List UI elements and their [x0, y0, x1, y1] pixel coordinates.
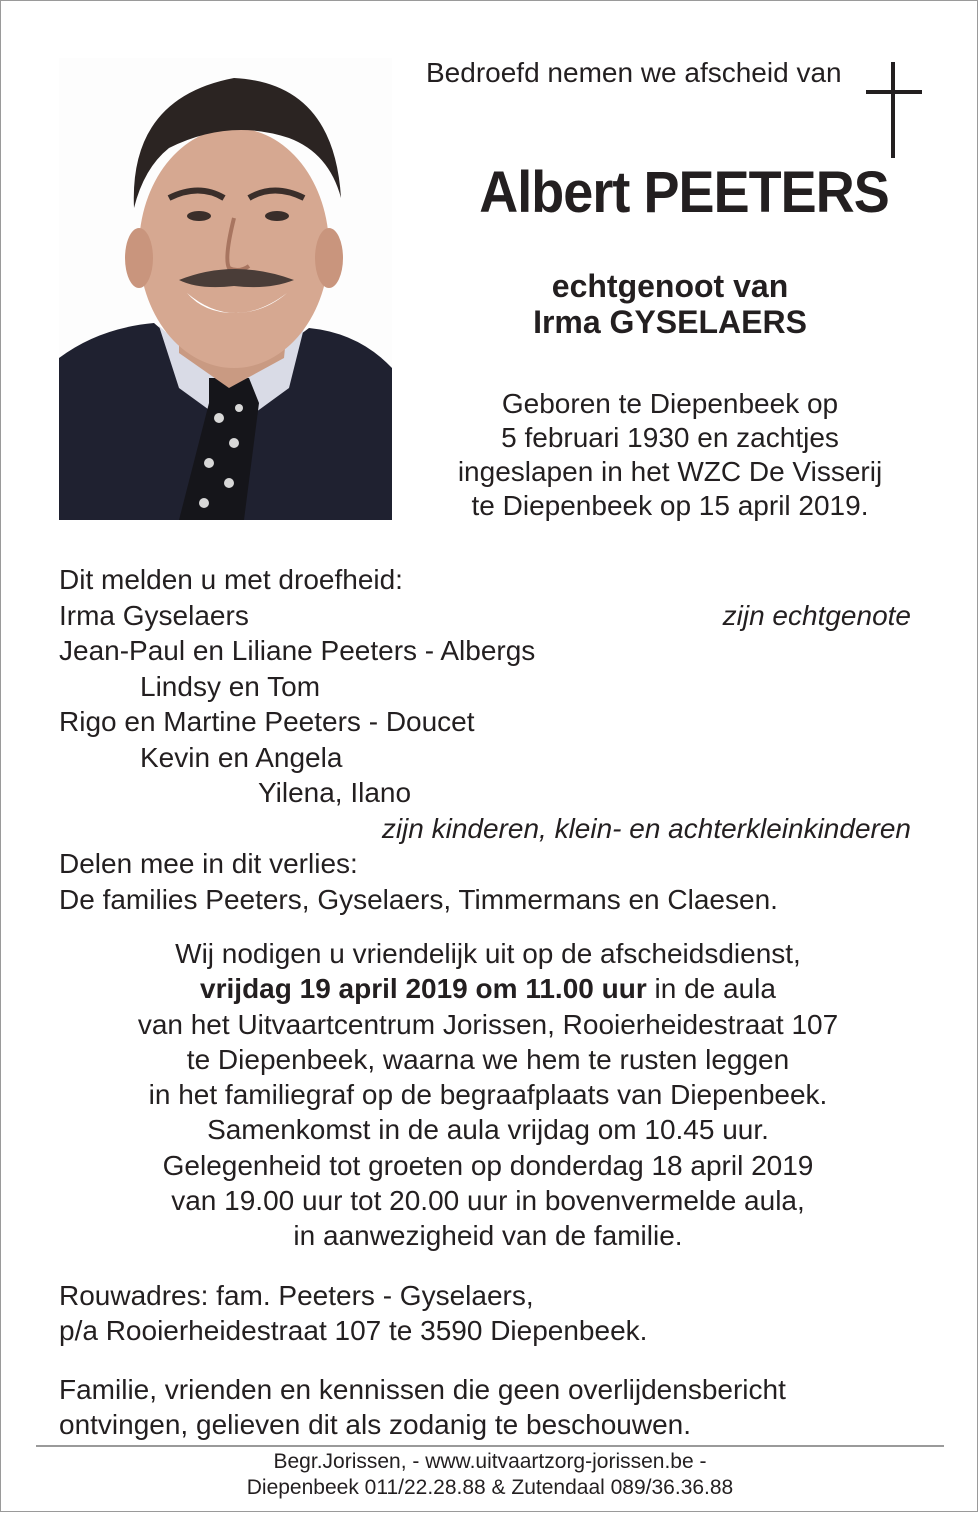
- family-row-child: Rigo en Martine Peeters - Doucet: [59, 706, 475, 737]
- mourning-address: [59, 1278, 919, 1348]
- spouse-name: Irma GYSELAERS: [533, 304, 807, 340]
- service-line: Gelegenheid tot groeten op donderdag 18 april 2019: [162, 1149, 814, 1181]
- children-role: zijn kinderen, klein- en achterkleinkinderen: [381, 812, 911, 844]
- cross-icon: [866, 62, 922, 158]
- service-date: vrijdag 19 april 2019 om 11.00 uur: [200, 973, 647, 1005]
- service-block: [59, 936, 917, 1254]
- birth-line: 5 februari 1930 en zachtjes: [501, 422, 839, 453]
- service-line: van 19.00 uur tot 20.00 uur in bovenvermelde aula,: [171, 1185, 805, 1217]
- service-line: Samenkomst in de aula vrijdag om 10.45 uur.: [207, 1114, 769, 1146]
- death-line: te Diepenbeek op 15 april 2019.: [471, 490, 869, 521]
- deceased-name: Albert PEETERS: [479, 160, 889, 225]
- share-heading: Delen mee in dit verlies:: [59, 848, 358, 879]
- footer-divider: [36, 1445, 944, 1447]
- family-row-child: Jean-Paul en Liliane Peeters - Albergs: [59, 635, 536, 666]
- service-line: te Diepenbeek, waarna we hem te rusten leggen: [186, 1043, 790, 1075]
- service-line: van het Uitvaartcentrum Jorissen, Rooierheidestraat 107: [137, 1008, 839, 1040]
- death-line: ingeslapen in het WZC De Visserij: [457, 456, 883, 487]
- family-row-spouse: [59, 598, 911, 634]
- notice-line: Familie, vrienden en kennissen die geen overlijdensbericht: [59, 1374, 786, 1405]
- service-line: in aanwezigheid van de familie.: [293, 1220, 683, 1252]
- footer-line: Begr.Jorissen, - www.uitvaartzorg-jorissen.be -: [273, 1450, 707, 1473]
- notice-line: ontvingen, gelieven dit als zodanig te beschouwen.: [59, 1409, 691, 1440]
- family-row-grandchild: Kevin en Angela: [140, 741, 343, 773]
- portrait-photo: [59, 58, 392, 520]
- footer-line: Diepenbeek 011/22.28.88 & Zutendaal 089/36.36.88: [246, 1476, 734, 1499]
- family-row-grandchild: Lindsy en Tom: [140, 670, 321, 702]
- address-line: p/a Rooierheidestraat 107 te 3590 Diepenbeek.: [59, 1315, 648, 1346]
- service-date-line: [59, 971, 917, 1006]
- family-row-greatgrandchild: Yilena, Ilano: [258, 777, 412, 808]
- address-line: Rouwadres: fam. Peeters - Gyselaers,: [59, 1280, 534, 1311]
- family-heading: Dit melden u met droefheid:: [59, 564, 403, 595]
- spouse-family-name: Irma Gyselaers: [59, 599, 249, 631]
- intro-text: Bedroefd nemen we afscheid van: [426, 57, 842, 88]
- birth-death-block: [420, 387, 920, 523]
- families-line: De families Peeters, Gyselaers, Timmermans en Claesen.: [59, 883, 778, 915]
- birth-line: Geboren te Diepenbeek op: [501, 388, 839, 419]
- service-line: Wij nodigen u vriendelijk uit op de afscheidsdienst,: [175, 938, 801, 969]
- notice-block: [59, 1372, 919, 1442]
- family-list: [59, 562, 911, 917]
- service-line: in het familiegraf op de begraafplaats van Diepenbeek.: [148, 1079, 828, 1111]
- service-date-rest: in de aula: [646, 973, 776, 1005]
- spouse-role: zijn echtgenote: [722, 599, 911, 631]
- spouse-block: [420, 268, 920, 340]
- footer: [36, 1449, 944, 1501]
- spouse-label: echtgenoot van: [551, 268, 789, 304]
